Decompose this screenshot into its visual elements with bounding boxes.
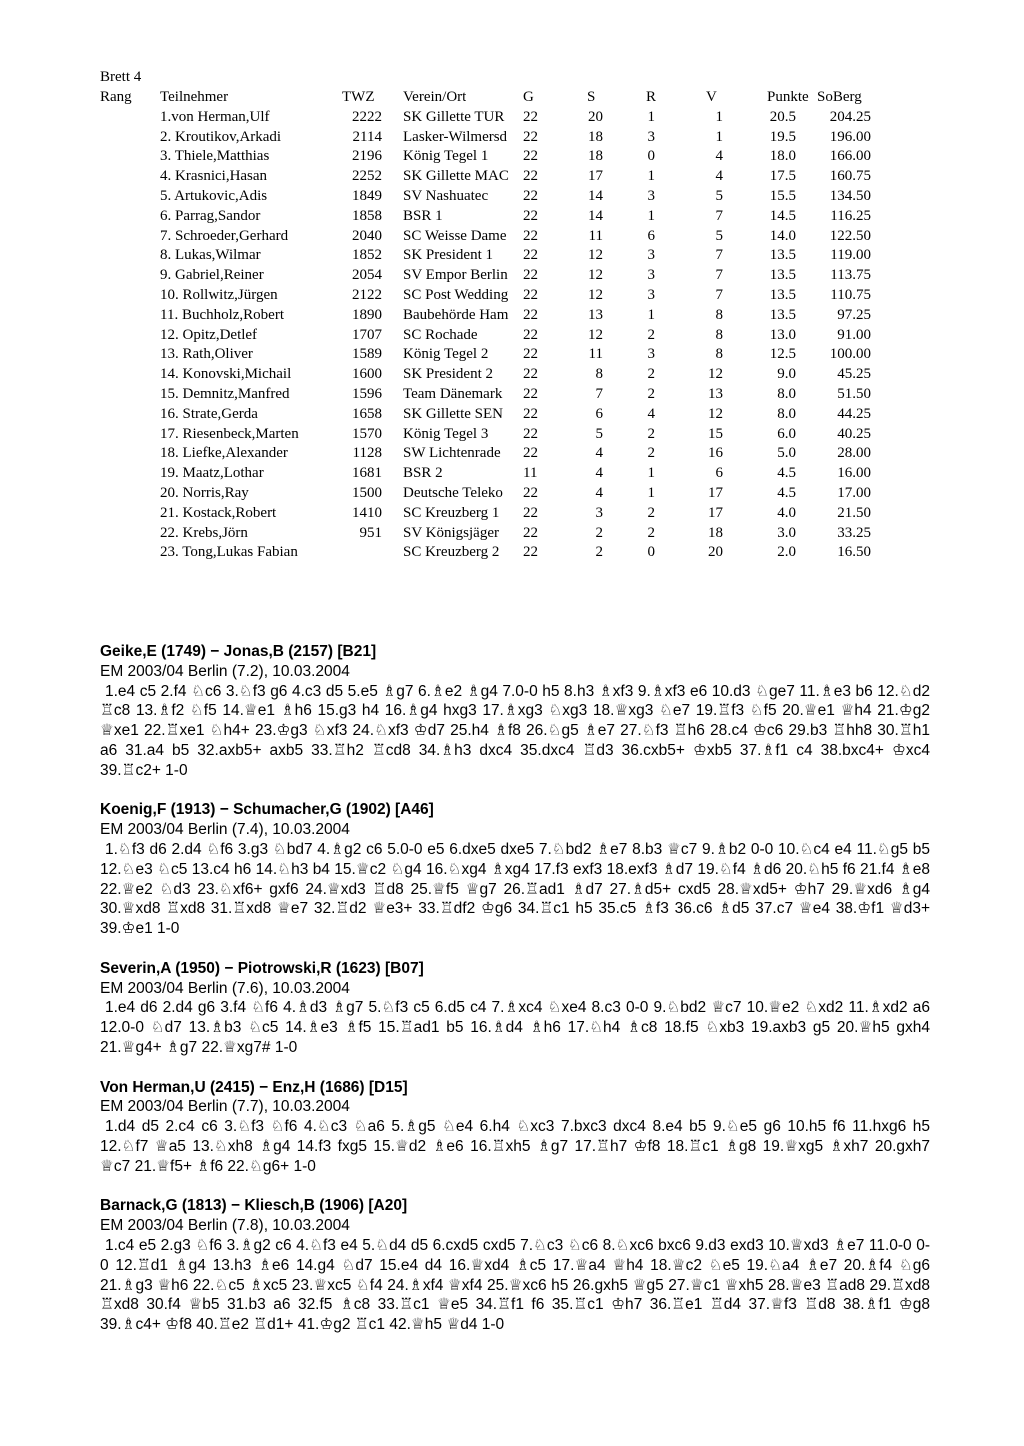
header-twz: TWZ [342,89,375,105]
points: 13.5 [769,306,796,323]
sonneborn-berger: 122.50 [829,227,871,244]
game-moves: 1.d4 d5 2.c4 c6 3.♘f3 ♘f6 4.♘c3 ♘a6 5.♗g5 ♘e4 6.h4 ♘xc3 7.bxc3 dxc4 8.e4 b5 9.♘e5 g6 10.h5 f6 11.hxg6 h5 12.♘f7 ♕a5 13.♘xh8 ♗g4 14.f3 fxg5 15.♕d2 ♗e6 16.♖xh5 ♗g7 17.♖h7 ♔f8 18.♖c1 ♗g8 19.♕xg5 ♗xh7 20.gxh7 ♕c7 21.♕f5+ ♗f6 22.♘g6+ 1-0 [100,1118,930,1175]
rating: 1707 [352,326,382,343]
game-record [100,800,930,939]
draws: 2 [647,504,655,521]
draws: 3 [647,187,655,204]
player-name: 17. Riesenbeck,Marten [160,425,299,442]
club: SV Nashuatec [403,187,489,204]
sonneborn-berger: 16.50 [837,544,871,561]
player-name: 2. Kroutikov,Arkadi [160,128,282,145]
sonneborn-berger: 166.00 [829,148,871,165]
wins: 2 [595,524,603,541]
game-event: EM 2003/04 Berlin (7.6), 10.03.2004 [100,979,350,997]
game-list [100,642,930,1355]
game-moves: 1.e4 d6 2.d4 g6 3.f4 ♘f6 4.♗d3 ♗g7 5.♘f3 c5 6.d5 c4 7.♗xc4 ♘xe4 8.c3 0-0 9.♘bd2 ♕c7 10.♕e2 ♘xd2 11.♗xd2 a6 12.0-0 ♘d7 13.♗b3 ♘c5 14.♗e3 ♗f5 15.♖ad1 b5 16.♗d4 ♗h6 17.♘h4 ♗c8 18.f5 ♘xb3 19.axb3 g5 20.♕h5 gxh4 21.♕g4+ ♗g7 22.♕xg7# 1-0 [100,999,930,1056]
club: SC Rochade [403,326,478,343]
losses: 7 [715,207,723,224]
games-played: 11 [523,465,538,482]
wins: 4 [595,445,603,462]
points: 19.5 [769,128,796,145]
sonneborn-berger: 28.00 [837,445,871,462]
game-event: EM 2003/04 Berlin (7.7), 10.03.2004 [100,1098,350,1116]
sonneborn-berger: 204.25 [829,108,871,125]
game-event: EM 2003/04 Berlin (7.4), 10.03.2004 [100,821,350,839]
losses: 7 [715,286,723,303]
sonneborn-berger: 196.00 [829,128,871,145]
draws: 3 [647,128,655,145]
wins: 7 [595,385,603,402]
wins: 8 [595,366,603,383]
rating: 1600 [352,366,382,383]
player-name: 13. Rath,Oliver [160,346,253,363]
player-name: 5. Artukovic,Adis [160,187,268,204]
draws: 6 [647,227,655,244]
wins: 5 [595,425,603,442]
player-name: 6. Parrag,Sandor [160,207,261,224]
rating: 2054 [352,267,382,284]
points: 13.5 [769,247,796,264]
wins: 20 [588,108,603,125]
club: SV Königsjäger [403,524,499,541]
header-soberg: SoBerg [817,89,862,105]
club: SK President 2 [403,366,493,383]
draws: 2 [647,326,655,343]
wins: 13 [588,306,603,323]
losses: 8 [715,306,723,323]
player-name: 21. Kostack,Robert [160,504,277,521]
losses: 13 [708,385,723,402]
draws: 1 [647,168,655,185]
header-teilnehmer: Teilnehmer [160,89,229,105]
sonneborn-berger: 33.25 [837,524,871,541]
games-played: 22 [523,108,538,125]
draws: 1 [647,465,655,482]
sonneborn-berger: 100.00 [829,346,871,363]
wins: 6 [595,405,603,422]
header-g: G [523,89,534,105]
sonneborn-berger: 113.75 [830,267,871,284]
club: SK Gillette SEN [403,405,503,422]
rating: 1500 [352,484,382,501]
wins: 4 [595,465,603,482]
wins: 4 [595,484,603,501]
rating: 1658 [352,405,382,422]
draws: 2 [647,524,655,541]
game-event: EM 2003/04 Berlin (7.8), 10.03.2004 [100,1217,350,1235]
rating: 1858 [352,207,382,224]
header-punkte: Punkte [767,89,809,105]
sonneborn-berger: 97.25 [837,306,871,323]
sonneborn-berger: 21.50 [837,504,871,521]
games-played: 22 [523,227,538,244]
player-name: 10. Rollwitz,Jürgen [160,286,278,303]
wins: 18 [588,148,603,165]
points: 12.5 [769,346,796,363]
games-played: 22 [523,128,538,145]
club: SK Gillette MAC [403,168,509,185]
game-record [100,1078,930,1177]
game-event: EM 2003/04 Berlin (7.2), 10.03.2004 [100,662,350,680]
wins: 17 [588,168,603,185]
losses: 5 [715,187,723,204]
game-record [100,959,930,1058]
games-played: 22 [523,346,538,363]
points: 20.5 [769,108,796,125]
player-name: 15. Demnitz,Manfred [160,385,290,402]
player-name: 16. Strate,Gerda [160,405,258,422]
rating: 2114 [352,128,382,145]
games-played: 22 [523,544,538,561]
losses: 7 [715,267,723,284]
game-header: Severin,A (1950) − Piotrowski,R (1623) [B07] [100,959,424,977]
game-header: Geike,E (1749) − Jonas,B (2157) [B21] [100,643,377,660]
points: 14.0 [769,227,796,244]
points: 13.5 [769,267,796,284]
rating: 951 [359,524,382,541]
wins: 14 [588,187,603,204]
points: 9.0 [777,366,796,383]
sonneborn-berger: 44.25 [837,405,871,422]
games-played: 22 [523,524,538,541]
club: BSR 1 [403,207,443,224]
club: SC Post Wedding [403,286,509,303]
rating: 1852 [352,247,382,264]
points: 6.0 [777,425,796,442]
losses: 1 [715,108,723,125]
games-played: 22 [523,425,538,442]
losses: 7 [715,247,723,264]
losses: 1 [715,128,723,145]
losses: 12 [708,405,723,422]
draws: 0 [647,544,655,561]
games-played: 22 [523,267,538,284]
club: BSR 2 [403,465,443,482]
points: 15.5 [769,187,796,204]
club: Team Dänemark [403,385,503,402]
wins: 12 [588,247,603,264]
points: 18.0 [769,148,796,165]
losses: 8 [715,346,723,363]
rating: 1589 [352,346,382,363]
player-name: 20. Norris,Ray [160,484,249,501]
wins: 11 [588,227,603,244]
sonneborn-berger: 51.50 [837,385,871,402]
draws: 3 [647,286,655,303]
draws: 2 [647,445,655,462]
losses: 6 [715,465,723,482]
losses: 12 [708,366,723,383]
player-name: 8. Lukas,Wilmar [160,247,261,264]
club: König Tegel 2 [403,346,489,363]
games-played: 22 [523,405,538,422]
points: 4.5 [777,465,796,482]
player-name: 23. Tong,Lukas Fabian [160,544,298,561]
losses: 17 [708,484,723,501]
player-name: 3. Thiele,Matthias [160,148,270,165]
sonneborn-berger: 119.00 [830,247,871,264]
club: Deutsche Teleko [403,484,503,501]
club: Baubehörde Ham [403,306,509,323]
player-name: 12. Opitz,Detlef [160,326,258,343]
points: 8.0 [777,385,796,402]
draws: 2 [647,425,655,442]
points: 5.0 [777,445,796,462]
losses: 4 [715,168,723,185]
games-played: 22 [523,445,538,462]
draws: 0 [647,148,655,165]
points: 3.0 [777,524,796,541]
header-v: V [706,89,717,105]
games-played: 22 [523,168,538,185]
games-played: 22 [523,326,538,343]
game-header: Barnack,G (1813) − Kliesch,B (1906) [A20] [100,1197,408,1215]
rating: 1890 [352,306,382,323]
rating: 1849 [352,187,382,204]
losses: 20 [708,544,723,561]
sonneborn-berger: 40.25 [837,425,871,442]
wins: 12 [588,267,603,284]
points: 4.0 [777,504,796,521]
losses: 8 [715,326,723,343]
sonneborn-berger: 16.00 [837,465,871,482]
club: SC Kreuzberg 2 [403,544,500,561]
draws: 2 [647,385,655,402]
losses: 18 [708,524,723,541]
header-r: R [646,89,657,105]
player-name: 9. Gabriel,Reiner [160,267,264,284]
rating: 2196 [352,148,382,165]
rating: 1681 [352,465,382,482]
header-verein: Verein/Ort [403,89,467,105]
points: 17.5 [769,168,796,185]
wins: 3 [595,504,603,521]
games-played: 22 [523,504,538,521]
player-name: 11. Buchholz,Robert [160,306,285,323]
rating: 2222 [352,108,382,125]
rating: 2252 [352,168,382,185]
draws: 1 [647,306,655,323]
header-s: S [587,89,596,105]
games-played: 22 [523,187,538,204]
games-played: 22 [523,247,538,264]
games-played: 22 [523,385,538,402]
games-played: 22 [523,207,538,224]
points: 14.5 [769,207,796,224]
draws: 1 [647,108,655,125]
sonneborn-berger: 91.00 [837,326,871,343]
club: SC Weisse Dame [403,227,507,244]
draws: 3 [647,247,655,264]
sonneborn-berger: 110.75 [830,286,871,303]
game-moves: 1.♘f3 d6 2.d4 ♘f6 3.g3 ♘bd7 4.♗g2 c6 5.0-0 e5 6.dxe5 dxe5 7.♘bd2 ♗e7 8.b3 ♕c7 9.♗b2 0-0 10.♘c4 e4 11.♘g5 b5 12.♘e3 ♘c5 13.c4 h6 14.♘h3 b4 15.♕c2 ♘g4 16.♘xg4 ♗xg4 17.f3 exf3 18.exf3 ♗d7 19.♘f4 ♗d6 20.♘h5 f6 21.f4 ♗e8 22.♕e2 ♘d3 23.♘xf6+ gxf6 24.♕xd3 ♖d8 25.♕f5 ♕g7 26.♖ad1 ♗d7 27.♗d5+ cxd5 28.♕xd5+ ♔h7 29.♕xd6 ♗g4 30.♕xd8 ♖xd8 31.♖xd8 ♕e7 32.♖d2 ♕e3+ 33.♖df2 ♔g6 34.♖c1 h5 35.c5 ♗f3 36.c6 ♗d5 37.c7 ♕e4 38.♔f1 ♕d3+ 39.♔e1 1-0 [100,840,930,938]
losses: 15 [708,425,723,442]
rating: 1596 [352,385,382,402]
draws: 2 [647,366,655,383]
club: Lasker-Wilmersd [403,128,508,145]
games-played: 22 [523,366,538,383]
games-played: 22 [523,148,538,165]
wins: 2 [595,544,603,561]
club: SK Gillette TUR [403,108,505,125]
game-header: Von Herman,U (2415) − Enz,H (1686) [D15] [100,1078,408,1096]
draws: 3 [647,267,655,284]
losses: 5 [715,227,723,244]
wins: 14 [588,207,603,224]
club: König Tegel 3 [403,425,489,442]
draws: 4 [647,405,655,422]
game-record [100,642,930,781]
sonneborn-berger: 17.00 [837,484,871,501]
game-moves: 1.e4 c5 2.f4 ♘c6 3.♘f3 g6 4.c3 d5 5.e5 ♗g7 6.♗e2 ♗g4 7.0-0 h5 8.h3 ♗xf3 9.♗xf3 e6 10.d3 ♘ge7 11.♗e3 b6 12.♘d2 ♖c8 13.♗f2 ♘f5 14.♕e1 ♗h6 15.g3 h4 16.♗g4 hxg3 17.♗xg3 ♘xg3 18.♕xg3 ♘e7 19.♖f3 ♘f5 20.♕e1 ♕h4 21.♔g2 ♕xe1 22.♖xe1 ♘h4+ 23.♔g3 ♘xf3 24.♘xf3 ♔d7 25.h4 ♗f8 26.♘g5 ♗e7 27.♘f3 ♖h6 28.c4 ♔c6 29.b3 ♖hh8 30.♖h1 a6 31.a4 b5 32.axb5+ axb5 33.♖h2 ♖cd8 34.♗h3 dxc4 35.dxc4 ♖d3 36.cxb5+ ♔xb5 37.♗f1 c4 38.bxc4+ ♔xc4 39.♖c2+ 1-0 [100,682,930,779]
losses: 17 [708,504,723,521]
draws: 3 [647,346,655,363]
losses: 4 [715,148,723,165]
points: 4.5 [777,484,796,501]
wins: 12 [588,326,603,343]
sonneborn-berger: 45.25 [837,366,871,383]
player-name: 1.von Herman,Ulf [160,108,270,125]
rating: 1570 [352,425,382,442]
sonneborn-berger: 134.50 [829,187,871,204]
club: König Tegel 1 [403,148,489,165]
wins: 18 [588,128,603,145]
sonneborn-berger: 116.25 [830,207,871,224]
player-name: 4. Krasnici,Hasan [160,168,268,185]
player-name: 7. Schroeder,Gerhard [160,227,289,244]
rating: 2122 [352,286,382,303]
wins: 12 [588,286,603,303]
player-name: 14. Konovski,Michail [160,366,292,383]
games-played: 22 [523,484,538,501]
player-name: 18. Liefke,Alexander [160,445,288,462]
points: 2.0 [777,544,796,561]
header-rang: Rang [100,89,132,105]
games-played: 22 [523,286,538,303]
points: 8.0 [777,405,796,422]
club: SK President 1 [403,247,493,264]
game-record [100,1196,930,1335]
draws: 1 [647,484,655,501]
rating: 2040 [352,227,382,244]
rating: 1128 [352,445,382,462]
game-moves: 1.c4 e5 2.g3 ♘f6 3.♗g2 c6 4.♘f3 e4 5.♘d4 d5 6.cxd5 cxd5 7.♘c3 ♘c6 8.♘xc6 bxc6 9.d3 exd3 10.♕xd3 ♗e7 11.0-0 0-0 12.♖d1 ♗g4 13.h3 ♗e6 14.g4 ♘d7 15.e4 d4 16.♕xd4 ♗c5 17.♕a4 ♕h4 18.♕c2 ♘e5 19.♘a4 ♗e7 20.♗f4 ♘g6 21.♗g3 ♕h6 22.♘c5 ♗xc5 23.♕xc5 ♘f4 24.♗xf4 ♕xf4 25.♕xc6 h5 26.gxh5 ♕g5 27.♕c1 ♕xh5 28.♕e3 ♖ad8 29.♖xd8 ♖xd8 30.f4 ♕b5 31.b3 a6 32.f5 ♗c8 33.♖c1 ♕e5 34.♖f1 f6 35.♖c1 ♔h7 36.♖e1 ♖d4 37.♕f3 ♖d8 38.♗f1 ♔g8 39.♗c4+ ♔f8 40.♖e2 ♖d1+ 41.♔g2 ♖c1 42.♕h5 ♕d4 1-0 [100,1236,931,1334]
wins: 11 [588,346,603,363]
draws: 1 [647,207,655,224]
rating: 1410 [352,504,382,521]
points: 13.0 [769,326,796,343]
board-title: Brett 4 [100,69,142,85]
games-played: 22 [523,306,538,323]
club: SW Lichtenrade [403,445,501,462]
club: SV Empor Berlin [403,267,508,284]
game-header: Koenig,F (1913) − Schumacher,G (1902) [A46] [100,801,434,819]
player-name: 19. Maatz,Lothar [160,465,264,482]
sonneborn-berger: 160.75 [829,168,871,185]
club: SC Kreuzberg 1 [403,504,500,521]
player-name: 22. Krebs,Jörn [160,524,248,541]
losses: 16 [708,445,723,462]
points: 13.5 [769,286,796,303]
